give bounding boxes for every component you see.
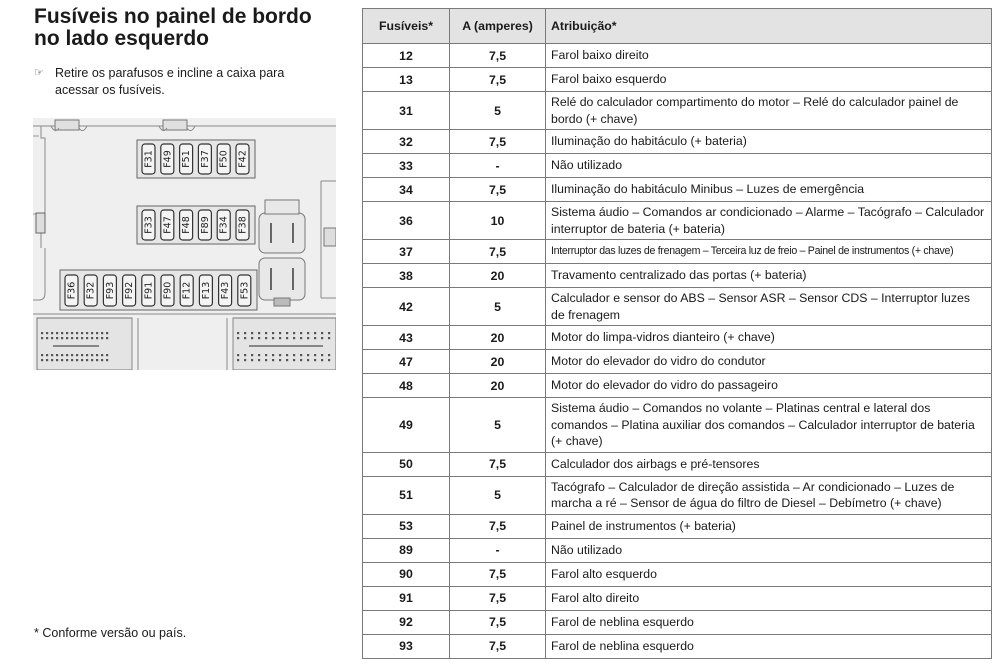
fuse-label: F50 [218, 150, 230, 168]
fuse-assignment: Iluminação do habitáculo Minibus – Luzes de emergência [546, 178, 992, 202]
fuse-assignment: Relé do calculador compartimento do motor – Relé do calculador painel de bordo (+ chave) [546, 92, 992, 130]
table-row [363, 264, 992, 288]
fuse-assignment: Farol baixo direito [546, 44, 992, 68]
fuse-label: F37 [199, 150, 211, 168]
fuse-number: 42 [363, 288, 450, 326]
section-title [34, 6, 312, 50]
fuse-amperes: - [450, 154, 546, 178]
fuse-assignment: Motor do elevador do vidro do condutor [546, 350, 992, 374]
left-panel [0, 0, 360, 668]
table-row [363, 68, 992, 92]
fuse-label: F47 [162, 216, 174, 234]
fuse-label: F53 [239, 281, 251, 300]
table-row [363, 374, 992, 398]
fuse-number: 12 [363, 44, 450, 68]
fuse-assignment: Farol alto direito [546, 586, 992, 610]
fuse-amperes: 20 [450, 350, 546, 374]
table-row [363, 44, 992, 68]
fuse-amperes: - [450, 538, 546, 562]
fuse [123, 275, 136, 306]
fuse-amperes: 7,5 [450, 178, 546, 202]
fuse-amperes: 7,5 [450, 514, 546, 538]
fuse [199, 275, 212, 306]
instruction [34, 65, 315, 99]
fuse-amperes: 20 [450, 264, 546, 288]
fuse [161, 144, 174, 174]
fuse-label: F32 [85, 281, 97, 300]
fuse-number: 32 [363, 130, 450, 154]
fuse-amperes: 7,5 [450, 586, 546, 610]
fuse-label: F91 [143, 281, 155, 300]
fuse [161, 210, 174, 240]
fuse-label: F36 [66, 281, 78, 300]
fuse-label: F42 [237, 150, 249, 168]
title-line-1: Fusíveis no painel de bordo [34, 5, 312, 28]
fuse-amperes: 7,5 [450, 68, 546, 92]
fuse [103, 275, 116, 306]
fuse-number: 53 [363, 514, 450, 538]
fuse [219, 275, 232, 306]
fuse-amperes: 5 [450, 476, 546, 514]
fuse-number: 48 [363, 374, 450, 398]
fuse [180, 210, 193, 240]
fuse-label: F51 [181, 150, 193, 168]
fuse-assignment: Motor do limpa-vidros dianteiro (+ chave) [546, 326, 992, 350]
fuse-label: F89 [199, 216, 211, 234]
fuse-number: 34 [363, 178, 450, 202]
table-row [363, 476, 992, 514]
fuse [198, 144, 211, 174]
fuse-label: F48 [181, 216, 193, 234]
fuse [161, 275, 174, 306]
fuse-assignment: Sistema áudio – Comandos no volante – Platinas central e lateral dos comandos – Platina auxiliar dos comandos – Calculador interruptor de bateria (+ chave) [546, 398, 992, 453]
fuse-amperes: 7,5 [450, 562, 546, 586]
fuse-box-diagram [33, 118, 336, 370]
fuse-assignment: Sistema áudio – Comandos ar condicionado – Alarme – Tacógrafo – Calculador interruptor de bateria (+ bateria) [546, 202, 992, 240]
fuse-number: 47 [363, 350, 450, 374]
fuse-amperes: 10 [450, 202, 546, 240]
table-row [363, 240, 992, 264]
table-row [363, 350, 992, 374]
fuse-number: 92 [363, 610, 450, 634]
fuse-number: 49 [363, 398, 450, 453]
fuse-assignment: Não utilizado [546, 538, 992, 562]
fuse-assignment: Iluminação do habitáculo (+ bateria) [546, 130, 992, 154]
fuse-assignment: Farol alto esquerdo [546, 562, 992, 586]
fuse-label: F49 [162, 150, 174, 168]
fuse-number: 43 [363, 326, 450, 350]
table-row [363, 92, 992, 130]
table-row [363, 610, 992, 634]
pointing-hand-icon: ☞ [34, 67, 44, 79]
fuse-table-wrapper [362, 8, 992, 659]
fuse-assignment: Motor do elevador do vidro do passageiro [546, 374, 992, 398]
table-row [363, 130, 992, 154]
fuse-number: 36 [363, 202, 450, 240]
table-row [363, 398, 992, 453]
fuse [217, 210, 230, 240]
fuse-number: 38 [363, 264, 450, 288]
fuse-assignment: Farol baixo esquerdo [546, 68, 992, 92]
fuse-amperes: 7,5 [450, 130, 546, 154]
fuse-number: 91 [363, 586, 450, 610]
fuse-assignment: Tacógrafo – Calculador de direção assistida – Ar condicionado – Luzes de marcha a ré – Sensor de água do filtro de Diesel – Debímetro (+ chave) [546, 476, 992, 514]
fuse-assignment: Interruptor das luzes de frenagem – Terceira luz de freio – Painel de instrumentos (+ chave) [546, 240, 992, 264]
footnote: * Conforme versão ou país. [34, 626, 187, 640]
fuse-label: F93 [104, 281, 116, 300]
table-row [363, 634, 992, 658]
fuse-label: F43 [220, 281, 232, 300]
fuse-number: 37 [363, 240, 450, 264]
fuse-amperes: 7,5 [450, 610, 546, 634]
fuse-number: 93 [363, 634, 450, 658]
fuse-number: 13 [363, 68, 450, 92]
fuse-number: 51 [363, 476, 450, 514]
fuse-number: 31 [363, 92, 450, 130]
fuse-number: 89 [363, 538, 450, 562]
fuse [238, 275, 251, 306]
fuse-assignment: Farol de neblina esquerdo [546, 610, 992, 634]
table-row [363, 452, 992, 476]
fuse-assignment: Calculador dos airbags e pré-tensores [546, 452, 992, 476]
fuse-label: F12 [181, 281, 193, 300]
header-fuses: Fusíveis* [363, 9, 450, 44]
fuse-label: F34 [218, 216, 230, 234]
table-row [363, 288, 992, 326]
header-assignment: Atribuição* [546, 9, 992, 44]
fuse-amperes: 5 [450, 398, 546, 453]
fuse [65, 275, 78, 306]
fuse-label: F13 [200, 281, 212, 300]
fuse-assignment: Calculador e sensor do ABS – Sensor ASR – Sensor CDS – Interruptor luzes de frenagem [546, 288, 992, 326]
table-row [363, 562, 992, 586]
fuse-label: F33 [143, 216, 155, 234]
title-line-2: no lado esquerdo [34, 27, 210, 50]
fuse [180, 275, 193, 306]
fuse [84, 275, 97, 306]
fuse-assignment: Painel de instrumentos (+ bateria) [546, 514, 992, 538]
fuse [142, 144, 155, 174]
fuse [236, 210, 249, 240]
table-row [363, 154, 992, 178]
table-row [363, 586, 992, 610]
fuse [180, 144, 193, 174]
fuse-label: F38 [237, 216, 249, 234]
fuse-assignment: Não utilizado [546, 154, 992, 178]
fuse [236, 144, 249, 174]
fuse-label: F92 [124, 281, 136, 300]
fuse-assignment: Travamento centralizado das portas (+ bateria) [546, 264, 992, 288]
fuse-amperes: 7,5 [450, 452, 546, 476]
fuse [142, 210, 155, 240]
instruction-text: Retire os parafusos e incline a caixa para acessar os fusíveis. [55, 66, 285, 97]
fuse-amperes: 7,5 [450, 240, 546, 264]
fuse-label: F31 [143, 150, 155, 168]
table-row [363, 202, 992, 240]
table-row [363, 326, 992, 350]
fuse-assignment: Farol de neblina esquerdo [546, 634, 992, 658]
fuse-amperes: 5 [450, 92, 546, 130]
table-row [363, 538, 992, 562]
fuse-label: F90 [162, 281, 174, 300]
fuse-amperes: 7,5 [450, 634, 546, 658]
fuse-table [362, 8, 992, 659]
table-row [363, 178, 992, 202]
fuse-amperes: 7,5 [450, 44, 546, 68]
fuse-number: 50 [363, 452, 450, 476]
table-row [363, 514, 992, 538]
fuse-amperes: 20 [450, 326, 546, 350]
fuse-amperes: 5 [450, 288, 546, 326]
table-header-row [363, 9, 992, 44]
fuse [198, 210, 211, 240]
fuse-number: 33 [363, 154, 450, 178]
fuse [142, 275, 155, 306]
header-amperes: A (amperes) [450, 9, 546, 44]
fuse-number: 90 [363, 562, 450, 586]
fuse-amperes: 20 [450, 374, 546, 398]
fuse [217, 144, 230, 174]
